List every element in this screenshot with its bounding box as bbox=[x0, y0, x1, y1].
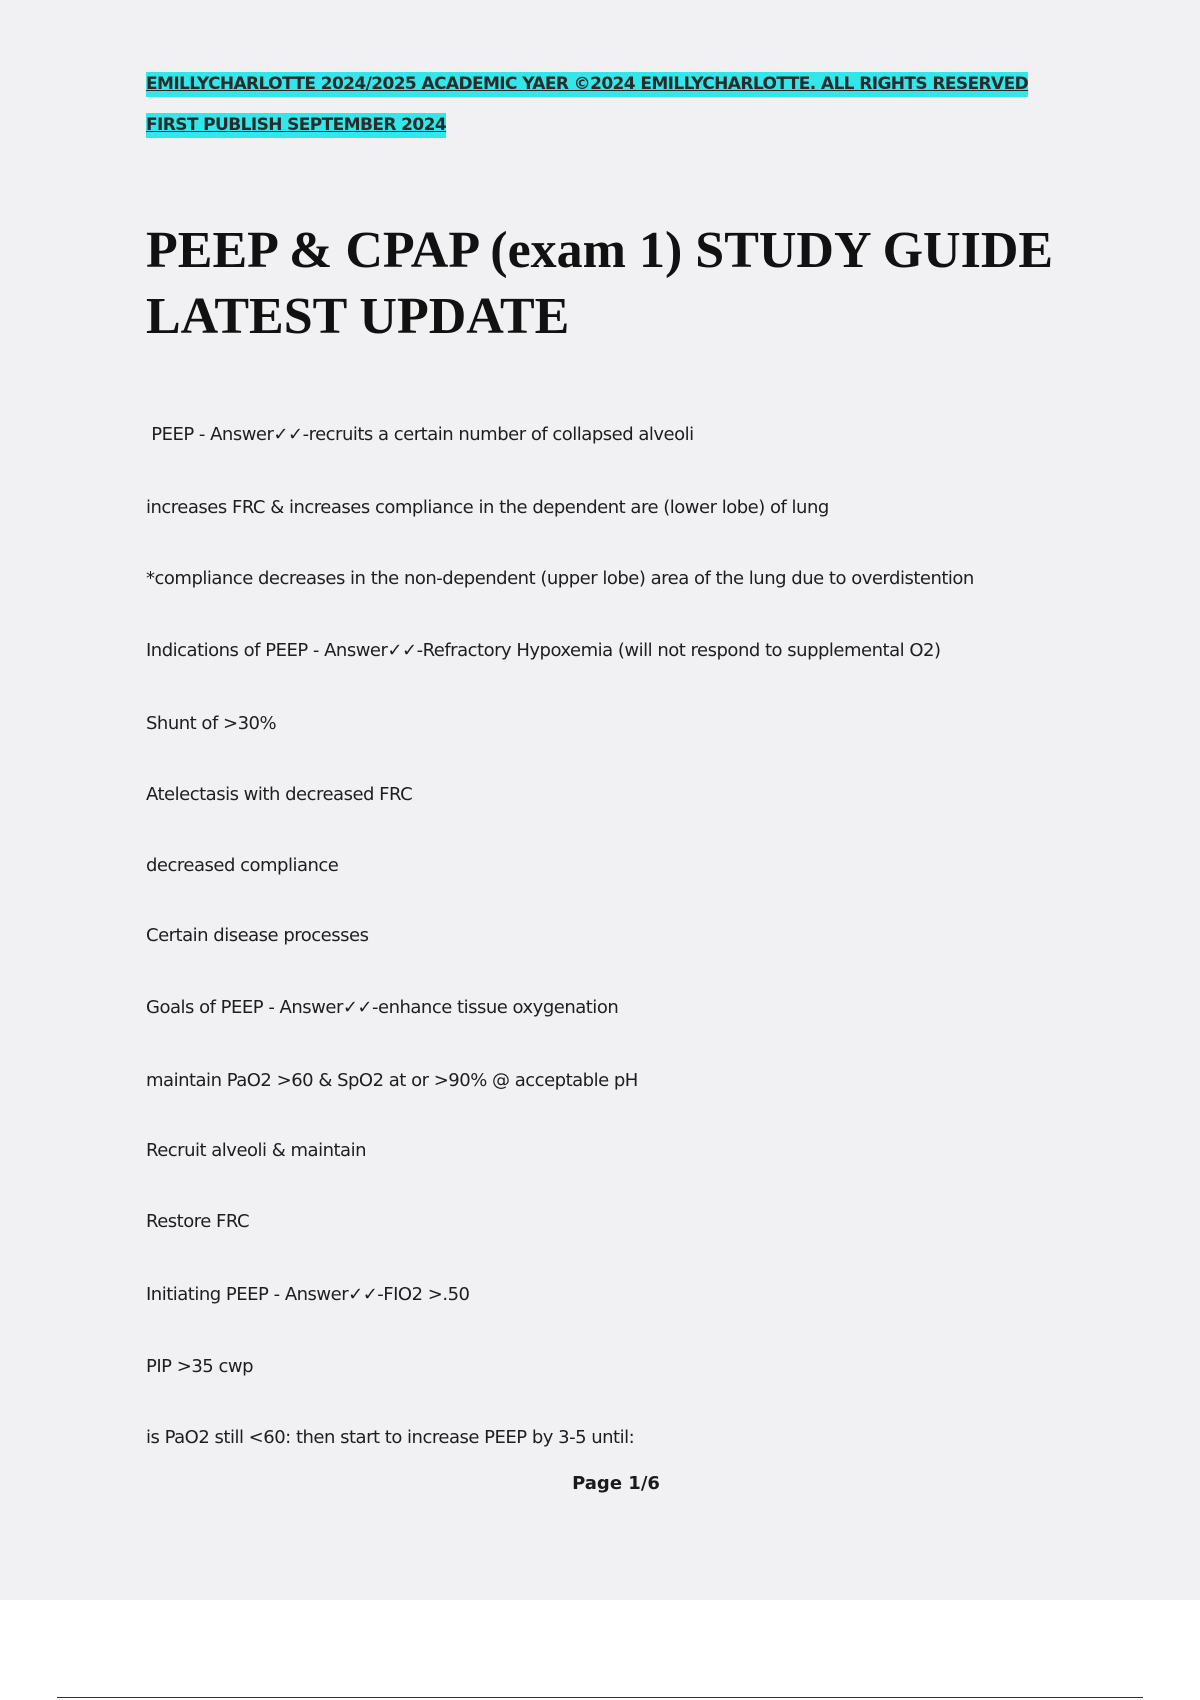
body-line: is PaO2 still <60: then start to increase PEEP by 3-5 until: bbox=[146, 1427, 635, 1448]
body-line: decreased compliance bbox=[146, 855, 339, 876]
body-line: Shunt of >30% bbox=[146, 713, 277, 734]
document-title bbox=[146, 218, 1146, 350]
body-line: PIP >35 cwp bbox=[146, 1356, 253, 1377]
title-line-1: PEEP & CPAP (exam 1) STUDY GUIDE bbox=[146, 222, 1054, 279]
body-line: Recruit alveoli & maintain bbox=[146, 1140, 366, 1161]
body-line: Atelectasis with decreased FRC bbox=[146, 784, 413, 805]
body-line: Goals of PEEP - Answer✓✓-enhance tissue oxygenation bbox=[146, 997, 619, 1018]
body-line: maintain PaO2 >60 & SpO2 at or >90% @ acceptable pH bbox=[146, 1070, 638, 1091]
body-line: *compliance decreases in the non-dependent (upper lobe) area of the lung due to overdistention bbox=[146, 568, 974, 589]
body-line: Indications of PEEP - Answer✓✓-Refractory Hypoxemia (will not respond to supplemental O2) bbox=[146, 640, 941, 661]
body-line: PEEP - Answer✓✓-recruits a certain number of collapsed alveoli bbox=[146, 424, 694, 445]
title-line-2: LATEST UPDATE bbox=[146, 288, 570, 345]
page-number: Page 1/6 bbox=[572, 1473, 660, 1494]
publish-date-line: FIRST PUBLISH SEPTEMBER 2024 bbox=[146, 113, 446, 138]
body-line: increases FRC & increases compliance in the dependent are (lower lobe) of lung bbox=[146, 497, 829, 518]
next-page-divider bbox=[57, 1697, 1143, 1698]
body-line: Initiating PEEP - Answer✓✓-FIO2 >.50 bbox=[146, 1284, 470, 1305]
body-line: Certain disease processes bbox=[146, 925, 369, 946]
copyright-line: EMILLYCHARLOTTE 2024/2025 ACADEMIC YAER ©2024 EMILLYCHARLOTTE. ALL RIGHTS RESERVED bbox=[146, 72, 1028, 97]
body-line: Restore FRC bbox=[146, 1211, 250, 1232]
